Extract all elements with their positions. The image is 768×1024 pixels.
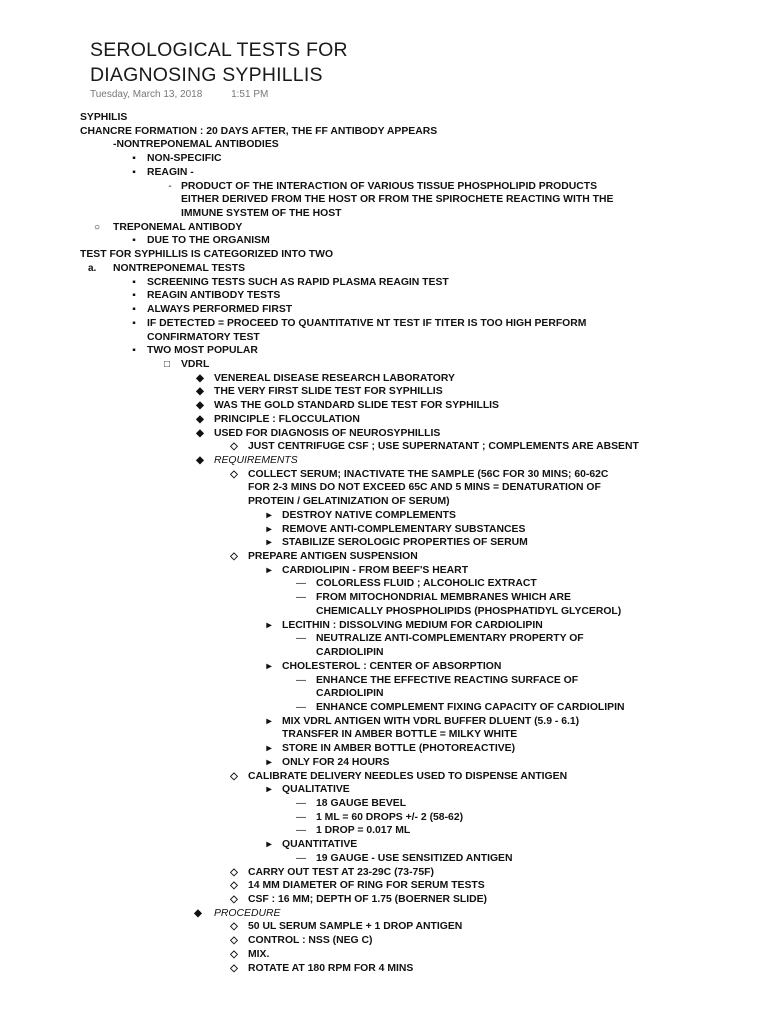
bullet-glyph: ▪ <box>132 166 136 178</box>
bullet-glyph: — <box>296 825 306 837</box>
note-line: CARDIOLIPIN <box>316 688 384 700</box>
bullet-glyph: ◆ <box>196 372 204 384</box>
bullet-glyph: ▸ <box>266 509 272 521</box>
note-line: PROTEIN / GELATINIZATION OF SERUM) <box>248 496 450 508</box>
note-line: 18 GAUGE BEVEL <box>316 798 407 809</box>
bullet-glyph: ▸ <box>266 660 272 672</box>
note-line: NON-SPECIFIC <box>147 153 222 165</box>
note-line: ENHANCE THE EFFECTIVE REACTING SURFACE OF <box>316 674 579 686</box>
bullet-glyph: ▸ <box>266 619 272 631</box>
note-line: STORE IN AMBER BOTTLE (PHOTOREACTIVE) <box>282 743 516 755</box>
note-line: EITHER DERIVED FROM THE HOST OR FROM THE SPIROCHETE REACTING WITH THE <box>181 194 614 206</box>
note-line: CSF : 16 MM; DEPTH OF 1.75 (BOERNER SLIDE) <box>248 894 488 906</box>
note-line: 1 ML = 60 DROPS +/- 2 (58-62) <box>316 811 464 823</box>
note-line: USED FOR DIAGNOSIS OF NEUROSYPHILLIS <box>214 427 441 439</box>
note-line: ENHANCE COMPLEMENT FIXING CAPACITY OF CARDIOLIPIN <box>316 701 625 713</box>
note-line: TREPONEMAL ANTIBODY <box>113 221 243 233</box>
note-line: TEST FOR SYPHILLIS IS CATEGORIZED INTO TWO <box>80 249 334 261</box>
note-line: NEUTRALIZE ANTI-COMPLEMENTARY PROPERTY OF <box>316 633 584 645</box>
bullet-glyph: ◇ <box>230 551 238 563</box>
note-line: REQUIREMENTS <box>214 455 298 466</box>
bullet-glyph: — <box>296 578 306 590</box>
bullet-glyph: ▸ <box>266 564 272 576</box>
bullet-glyph: ▸ <box>266 523 272 535</box>
note-line: FOR 2-3 MINS DO NOT EXCEED 65C AND 5 MINS = DENATURATION OF <box>248 482 601 494</box>
note-line: VENEREAL DISEASE RESEARCH LABORATORY <box>214 372 455 384</box>
note-line: CHANCRE FORMATION : 20 DAYS AFTER, THE FF ANTIBODY APPEARS <box>80 125 438 137</box>
bullet-glyph: ▸ <box>266 839 272 851</box>
bullet-glyph: ◆ <box>196 427 204 439</box>
bullet-glyph: a. <box>88 262 97 274</box>
bullet-glyph: — <box>296 674 306 686</box>
note-line: REAGIN - <box>147 166 194 178</box>
bullet-glyph: ▪ <box>132 345 136 357</box>
note-line: TWO MOST POPULAR <box>147 345 258 357</box>
bullet-glyph: ▸ <box>266 756 272 768</box>
note-line: NONTREPONEMAL TESTS <box>113 262 246 274</box>
note-line: STABILIZE SEROLOGIC PROPERTIES OF SERUM <box>282 537 528 549</box>
note-line: COLLECT SERUM; INACTIVATE THE SAMPLE (56C FOR 30 MINS; 60-62C <box>248 468 609 480</box>
note-line: CALIBRATE DELIVERY NEEDLES USED TO DISPENSE ANTIGEN <box>248 770 568 782</box>
bullet-glyph: ▸ <box>266 715 272 727</box>
bullet-glyph: ◇ <box>230 894 238 906</box>
note-line: PRINCIPLE : FLOCCULATION <box>214 413 360 425</box>
note-line: IMMUNE SYSTEM OF THE HOST <box>181 208 342 220</box>
bullet-glyph: ◆ <box>196 413 204 425</box>
note-line: CARDIOLIPIN <box>316 647 384 659</box>
note-line: VDRL <box>181 358 210 370</box>
bullet-glyph: — <box>296 811 306 823</box>
note-line: PREPARE ANTIGEN SUSPENSION <box>248 551 418 563</box>
note-line: CHEMICALLY PHOSPHOLIPIDS (PHOSPHATIDYL GLYCEROL) <box>316 605 622 617</box>
bullet-glyph: — <box>296 592 306 604</box>
note-line: -NONTREPONEMAL ANTIBODIES <box>113 139 279 151</box>
bullet-glyph: □ <box>163 358 171 370</box>
note-time: 1:51 PM <box>231 89 269 100</box>
bullet-glyph: — <box>296 852 306 864</box>
bullet-glyph: — <box>296 633 306 645</box>
note-line: QUALITATIVE <box>282 784 350 796</box>
bullet-glyph: ◇ <box>230 441 238 453</box>
note-line: LECITHIN : DISSOLVING MEDIUM FOR CARDIOLIPIN <box>282 619 543 631</box>
bullet-glyph: ▪ <box>132 276 136 288</box>
bullet-glyph: ▸ <box>266 537 272 549</box>
note-line: DUE TO THE ORGANISM <box>147 235 270 247</box>
note-line: ALWAYS PERFORMED FIRST <box>147 304 293 316</box>
note-line: REAGIN ANTIBODY TESTS <box>147 290 281 302</box>
bullet-glyph: ◇ <box>230 468 238 480</box>
note-line: REMOVE ANTI-COMPLEMENTARY SUBSTANCES <box>282 523 526 535</box>
bullet-glyph: ◆ <box>196 455 204 466</box>
note-line: PROCEDURE <box>214 907 281 919</box>
bullet-glyph: ▪ <box>132 235 136 247</box>
bullet-glyph: ▪ <box>132 290 136 302</box>
note-line: CHOLESTEROL : CENTER OF ABSORPTION <box>282 660 502 672</box>
note-line: THE VERY FIRST SLIDE TEST FOR SYPHILLIS <box>214 386 443 398</box>
bullet-glyph: — <box>296 798 306 809</box>
note-line: 50 UL SERUM SAMPLE + 1 DROP ANTIGEN <box>248 921 463 933</box>
note-line: 19 GAUGE - USE SENSITIZED ANTIGEN <box>316 852 513 864</box>
note-line: ONLY FOR 24 HOURS <box>282 756 390 768</box>
bullet-glyph: ◇ <box>230 948 238 960</box>
bullet-glyph: ◆ <box>196 386 204 398</box>
note-line: PRODUCT OF THE INTERACTION OF VARIOUS TISSUE PHOSPHOLIPID PRODUCTS <box>181 180 598 192</box>
note-line: 1 DROP = 0.017 ML <box>316 825 411 837</box>
bullet-glyph: ○ <box>93 221 101 233</box>
bullet-glyph: ▪ <box>132 317 136 329</box>
bullet-glyph: ▸ <box>266 743 272 755</box>
note-line: JUST CENTRIFUGE CSF ; USE SUPERNATANT ; COMPLEMENTS ARE ABSENT <box>248 441 639 453</box>
note-timestamp <box>90 89 294 100</box>
bullet-glyph: ◇ <box>230 866 238 878</box>
note-line: 14 MM DIAMETER OF RING FOR SERUM TESTS <box>248 880 485 892</box>
bullet-glyph: — <box>296 701 306 713</box>
note-line: CONFIRMATORY TEST <box>147 331 260 343</box>
bullet-glyph: ◇ <box>230 935 238 947</box>
note-line: TRANSFER IN AMBER BOTTLE = MILKY WHITE <box>282 729 518 741</box>
bullet-glyph: ◇ <box>230 770 238 782</box>
note-line: QUANTITATIVE <box>282 839 358 851</box>
note-line: COLORLESS FLUID ; ALCOHOLIC EXTRACT <box>316 578 537 590</box>
bullet-glyph: ◆ <box>194 907 202 919</box>
note-line: CARDIOLIPIN - FROM BEEF'S HEART <box>282 564 469 576</box>
page-title <box>90 38 690 88</box>
note-line: MIX. <box>248 948 270 960</box>
bullet-glyph: ▪ <box>132 153 136 165</box>
title-line-1: SEROLOGICAL TESTS FOR <box>90 39 348 61</box>
note-line: WAS THE GOLD STANDARD SLIDE TEST FOR SYPHILLIS <box>214 400 499 412</box>
note-line: ROTATE AT 180 RPM FOR 4 MINS <box>248 962 414 974</box>
bullet-glyph: ▪ <box>132 304 136 316</box>
note-line: IF DETECTED = PROCEED TO QUANTITATIVE NT TEST IF TITER IS TOO HIGH PERFORM <box>147 317 587 329</box>
note-line: SYPHILIS <box>80 112 128 123</box>
note-line: MIX VDRL ANTIGEN WITH VDRL BUFFER DLUENT (5.9 - 6.1) <box>282 715 580 727</box>
note-line: SCREENING TESTS SUCH AS RAPID PLASMA REAGIN TEST <box>147 276 449 288</box>
bullet-glyph: ◇ <box>230 921 238 933</box>
bullet-glyph: ▸ <box>266 784 272 796</box>
bullet-glyph: - <box>168 180 172 192</box>
bullet-glyph: ◇ <box>230 962 238 974</box>
note-line: CONTROL : NSS (NEG C) <box>248 935 373 947</box>
bullet-glyph: ◇ <box>230 880 238 892</box>
note-line: DESTROY NATIVE COMPLEMENTS <box>282 509 456 521</box>
note-line: FROM MITOCHONDRIAL MEMBRANES WHICH ARE <box>316 592 571 604</box>
note-date: Tuesday, March 13, 2018 <box>90 89 203 100</box>
note-line: CARRY OUT TEST AT 23-29C (73-75F) <box>248 866 434 878</box>
bullet-glyph: ◆ <box>196 400 204 412</box>
title-line-2: DIAGNOSING SYPHILLIS <box>90 64 323 86</box>
